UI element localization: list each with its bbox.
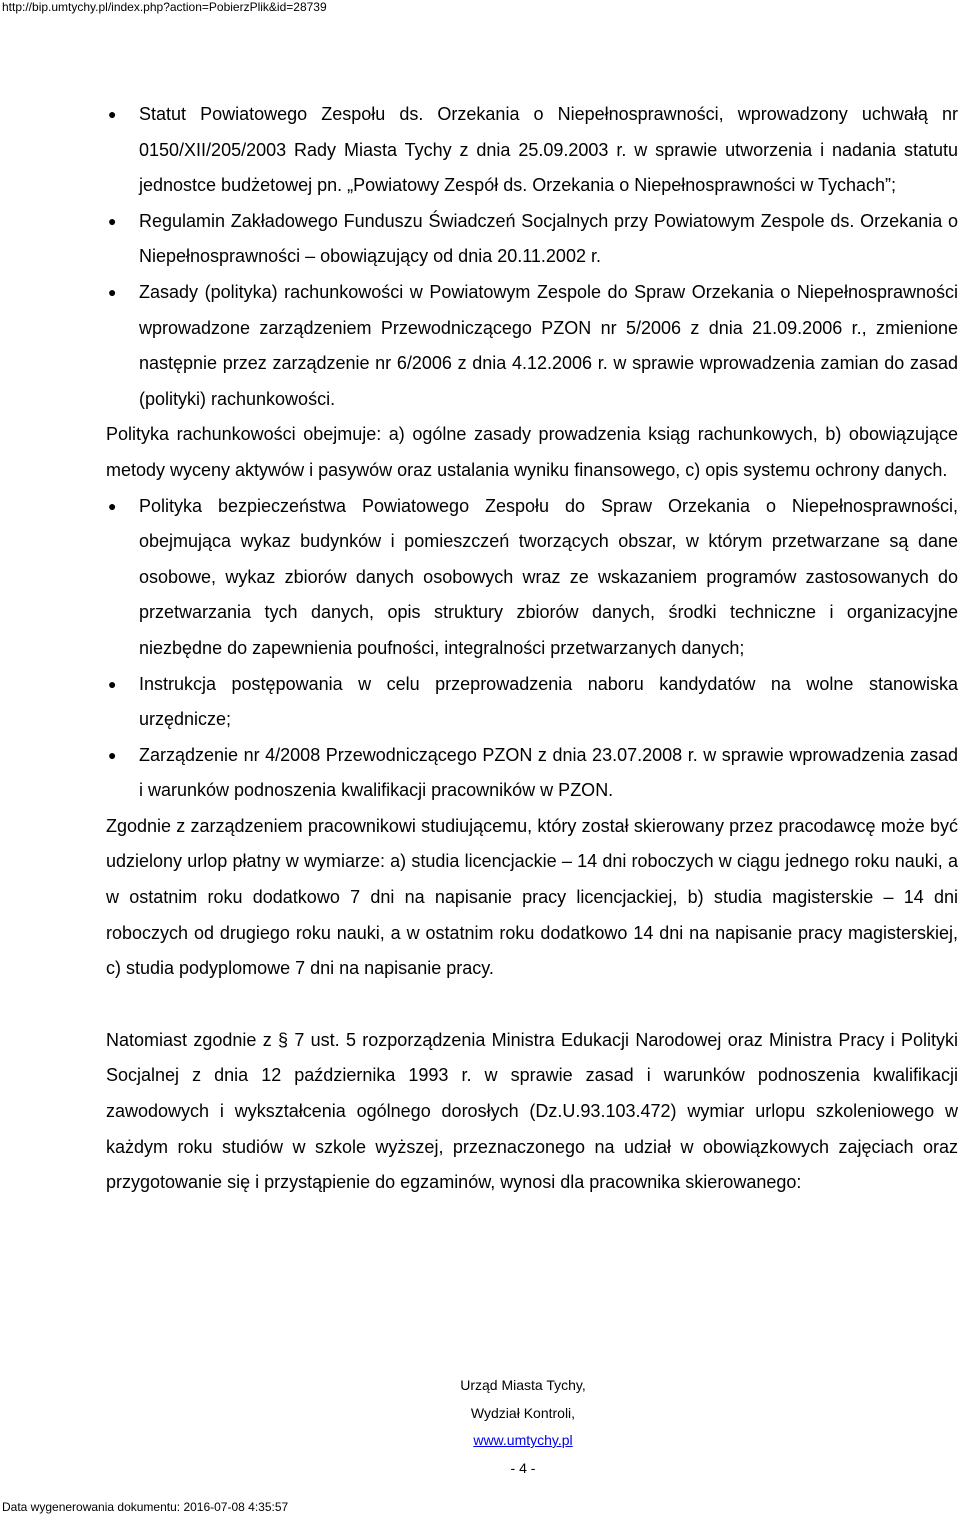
footer-website-link[interactable]: www.umtychy.pl [473, 1432, 573, 1448]
bullet-list-documents [106, 97, 958, 417]
bullet-icon: ● [108, 283, 117, 300]
document-body [106, 97, 958, 1201]
paragraph-natomiast: Natomiast zgodnie z § 7 ust. 5 rozporządzenia Ministra Edukacji Narodowej oraz Ministra Pracy i Polityki Socjalnej z dnia 12 października 1993 r. w sprawie zasad i warunków podnoszenia kwalifikacji zawodowych i wykształcenia ogólnego dorosłych (Dz.U.93.103.472) wymiar urlopu szkoleniowego w każdym roku studiów w szkole wyższej, przeznaczonego na udział w obowiązkowych zajęciach oraz przygotowanie się i przystąpienie do egzaminów, wynosi dla pracownika skierowanego: [106, 1029, 958, 1193]
bullet-icon: ● [108, 106, 117, 122]
footer-department: Wydział Kontroli, [470, 1404, 576, 1421]
footer-block [460, 1372, 586, 1482]
list-item [106, 489, 958, 667]
list-item [106, 275, 958, 417]
list-item-text: Polityka bezpieczeństwa Powiatowego Zespołu do Spraw Orzekania o Niepełnosprawności, obejmująca wykaz budynków i pomieszczeń tworzących obszar, w którym przetwarzane są dane osobowe, wykaz zbiorów danych osobowych wraz ze wskazaniem programów zastosowanych do przetwarzania tych danych, opis struktury zbiorów danych, środki techniczne i organizacyjne niezbędne do zapewnienia poufności, integralności przetwarzanych danych; [139, 495, 958, 658]
paragraph-gap [106, 987, 958, 1023]
list-item [106, 97, 958, 204]
list-item [106, 204, 958, 275]
page-url: http://bip.umtychy.pl/index.php?action=PobierzPlik&id=28739 [2, 0, 327, 14]
paragraph-zgodnie: Zgodnie z zarządzeniem pracownikowi studiującemu, który został skierowany przez pracodawcę może być udzielony urlop płatny w wymiarze: a) studia licencjackie – 14 dni roboczych w ciągu jednego roku nauki, a w ostatnim roku dodatkowo 7 dni na napisanie pracy licencjackiej, b) studia magisterskie – 14 dni roboczych od drugiego roku nauki, a w ostatnim roku dodatkowo 14 dni na napisanie pracy magisterskiej, c) studia podyplomowe 7 dni na napisanie pracy. [106, 815, 958, 979]
page-footer [0, 1372, 960, 1482]
footer-office: Urząd Miasta Tychy, [460, 1377, 586, 1393]
list-item [106, 667, 958, 738]
list-item-text: Zarządzenie nr 4/2008 Przewodniczącego PZON z dnia 23.07.2008 r. w sprawie wprowadzenia zasad i warunków podnoszenia kwalifikacji pracowników w PZON. [139, 744, 958, 801]
bullet-icon: ● [108, 497, 117, 514]
bullet-list-policies [106, 489, 958, 809]
list-item-text: Zasady (polityka) rachunkowości w Powiatowym Zespole do Spraw Orzekania o Niepełnosprawności wprowadzone zarządzeniem Przewodniczącego PZON nr 5/2006 z dnia 21.09.2006 r., zmienione następnie przez zarządzenie nr 6/2006 z dnia 4.12.2006 r. w sprawie wprowadzenia zamian do zasad (polityki) rachunkowości. [139, 281, 958, 409]
paragraph-polityka-rachunkowosci: Polityka rachunkowości obejmuje: a) ogólne zasady prowadzenia ksiąg rachunkowych, b) obowiązujące metody wyceny aktywów i pasywów oraz ustalania wyniku finansowego, c) opis systemu ochrony danych. [106, 424, 958, 480]
page-number: - 4 - [510, 1459, 536, 1476]
bullet-icon: ● [108, 746, 117, 763]
bullet-icon: ● [108, 212, 117, 229]
list-item-text: Statut Powiatowego Zespołu ds. Orzekania o Niepełnosprawności, wprowadzony uchwałą nr 0150/XII/205/2003 Rady Miasta Tychy z dnia 25.09.2003 r. w sprawie utworzenia i nadania statutu jednostce budżetowej pn. „Powiatowy Zespół ds. Orzekania o Niepełnosprawności w Tychach”; [139, 104, 958, 196]
generation-date: Data wygenerowania dokumentu: 2016-07-08 4:35:57 [2, 1500, 289, 1514]
list-item [106, 738, 958, 809]
list-item-text: Instrukcja postępowania w celu przeprowadzenia naboru kandydatów na wolne stanowiska urzędnicze; [139, 673, 958, 730]
bullet-icon: ● [108, 675, 117, 692]
list-item-text: Regulamin Zakładowego Funduszu Świadczeń Socjalnych przy Powiatowym Zespole ds. Orzekania o Niepełnosprawności – obowiązujący od dnia 20.11.2002 r. [139, 210, 958, 267]
